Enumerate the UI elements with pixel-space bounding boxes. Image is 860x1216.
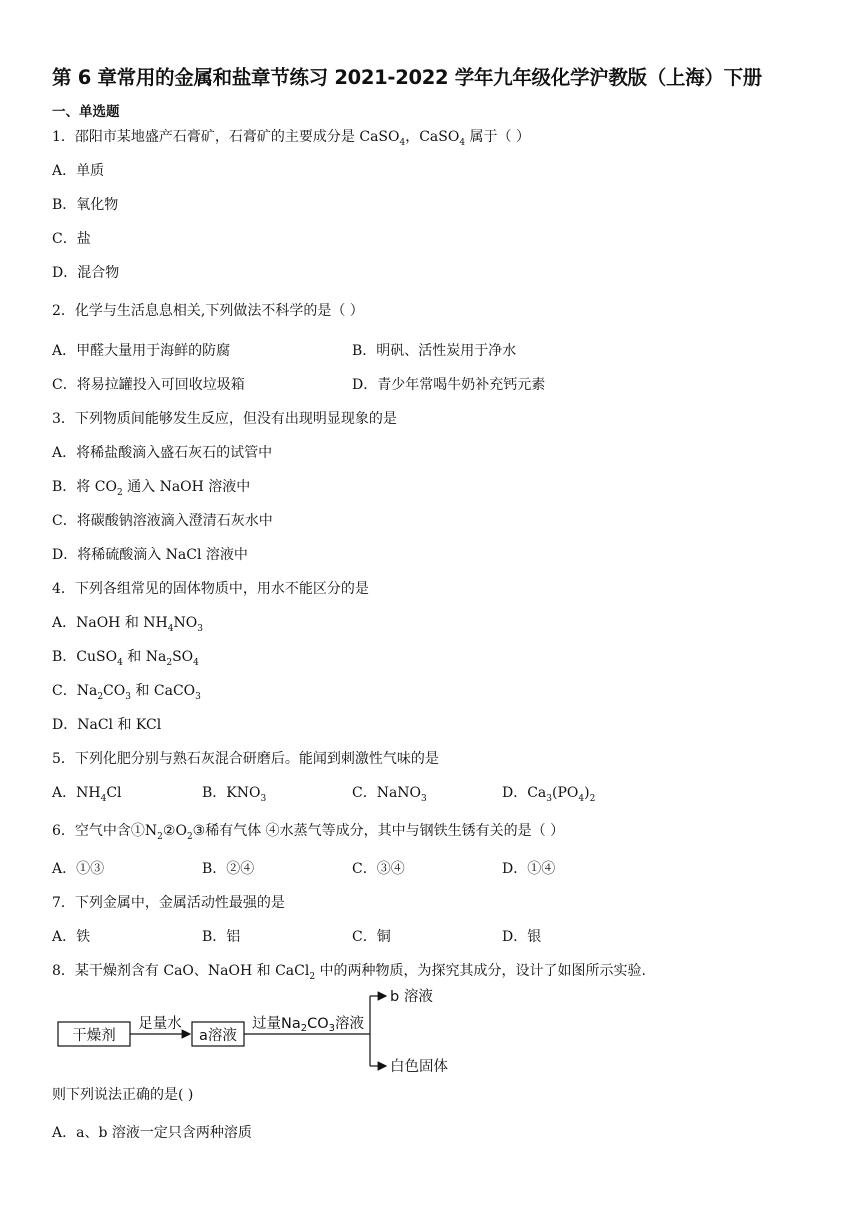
question-4-option-d: D．NaCl 和 KCl — [52, 717, 162, 733]
question-4-stem: 4．下列各组常见的固体物质中，用水不能区分的是 — [52, 581, 369, 597]
question-3-option-d: D．将稀硫酸滴入 NaCl 溶液中 — [52, 547, 248, 563]
question-6-option-b: B．②④ — [202, 861, 255, 877]
question-2-option-a: A．甲醛大量用于海鲜的防腐 — [52, 343, 231, 359]
add-water-label: 足量水 — [138, 1016, 182, 1032]
question-7-stem: 7．下列金属中，金属活动性最强的是 — [52, 895, 285, 911]
question-5-option-b: B．$KNO_3$ — [202, 785, 267, 804]
white-solid-label: 白色固体 — [390, 1059, 448, 1075]
question-4-option-a: A．NaOH 和 $NH_4NO_3$ — [52, 615, 203, 634]
question-4-option-b: B．CuSO$_4$ 和 $Na_2SO_4$ — [52, 649, 199, 668]
question-3-stem: 3．下列物质间能够发生反应，但没有出现明显现象的是 — [52, 411, 397, 427]
add-sodium-carbonate-label: 过量$Na_2CO_3$溶液 — [251, 1016, 365, 1034]
question-1-option-c: C．盐 — [52, 231, 91, 247]
question-6-option-c: C．③④ — [352, 861, 405, 877]
question-8-stem: 8．某干燥剂含有 CaO、NaOH 和 CaCl$_2$ 中的两种物质，为探究其成分，设计了如图所示实验. — [52, 963, 646, 982]
question-4-option-c: C．$Na_2CO_3$ 和 CaCO$_3$ — [52, 683, 201, 702]
question-2-option-b: B．明矾、活性炭用于净水 — [352, 343, 517, 359]
page-title: 第 6 章常用的金属和盐章节练习 2021-2022 学年九年级化学沪教版（上海）下册 — [52, 66, 762, 89]
question-5-option-a: A．$NH_4Cl$ — [52, 785, 122, 804]
question-1-option-a: A．单质 — [52, 163, 105, 179]
question-6-option-d: D．①④ — [502, 861, 556, 877]
question-3-option-a: A．将稀盐酸滴入盛石灰石的试管中 — [52, 445, 273, 461]
question-2-option-c: C．将易拉罐投入可回收垃圾箱 — [52, 377, 245, 393]
question-6-stem: 6．空气中含$①N_2②O_2③$稀有气体 ④水蒸气等成分，其中与钢铁生锈有关的是（ ） — [52, 823, 565, 842]
drying-agent-label: 干燥剂 — [72, 1028, 116, 1044]
question-1-option-d: D．混合物 — [52, 265, 120, 281]
question-5-option-c: C．NaNO$_3$ — [352, 785, 427, 804]
question-7-option-a: A．铁 — [52, 929, 91, 945]
solution-a-label: a溶液 — [199, 1028, 237, 1044]
question-5-stem: 5．下列化肥分别与熟石灰混合研磨后。能闻到刺激性气味的是 — [52, 751, 439, 767]
question-7-option-c: C．铜 — [352, 929, 391, 945]
solution-b-label: b 溶液 — [390, 989, 433, 1005]
question-2-stem: 2．化学与生活息息相关,下列做法不科学的是（ ） — [52, 303, 364, 319]
question-7-option-d: D．银 — [502, 929, 542, 945]
question-5-option-d: D．$Ca_3(PO_4)_2$ — [502, 785, 596, 804]
question-6-option-a: A．①③ — [52, 861, 105, 877]
question-2-option-d: D．青少年常喝牛奶补充钙元素 — [352, 377, 546, 393]
question-3-option-b: B．将 $CO_2$ 通入 NaOH 溶液中 — [52, 479, 251, 498]
question-1-option-b: B．氧化物 — [52, 197, 119, 213]
section-heading: 一、单选题 — [52, 104, 120, 120]
question-8-option-a: A．a、b 溶液一定只含两种溶质 — [52, 1125, 252, 1141]
question-7-option-b: B．铝 — [202, 929, 241, 945]
experiment-flow-diagram — [52, 986, 472, 1076]
question-3-option-c: C．将碳酸钠溶液滴入澄清石灰水中 — [52, 513, 273, 529]
question-1-stem: 1．邵阳市某地盛产石膏矿，石膏矿的主要成分是 CaSO$_4$，CaSO$_4$ 属于（ ） — [52, 129, 530, 148]
question-8-question: 则下列说法正确的是( ) — [52, 1087, 194, 1103]
